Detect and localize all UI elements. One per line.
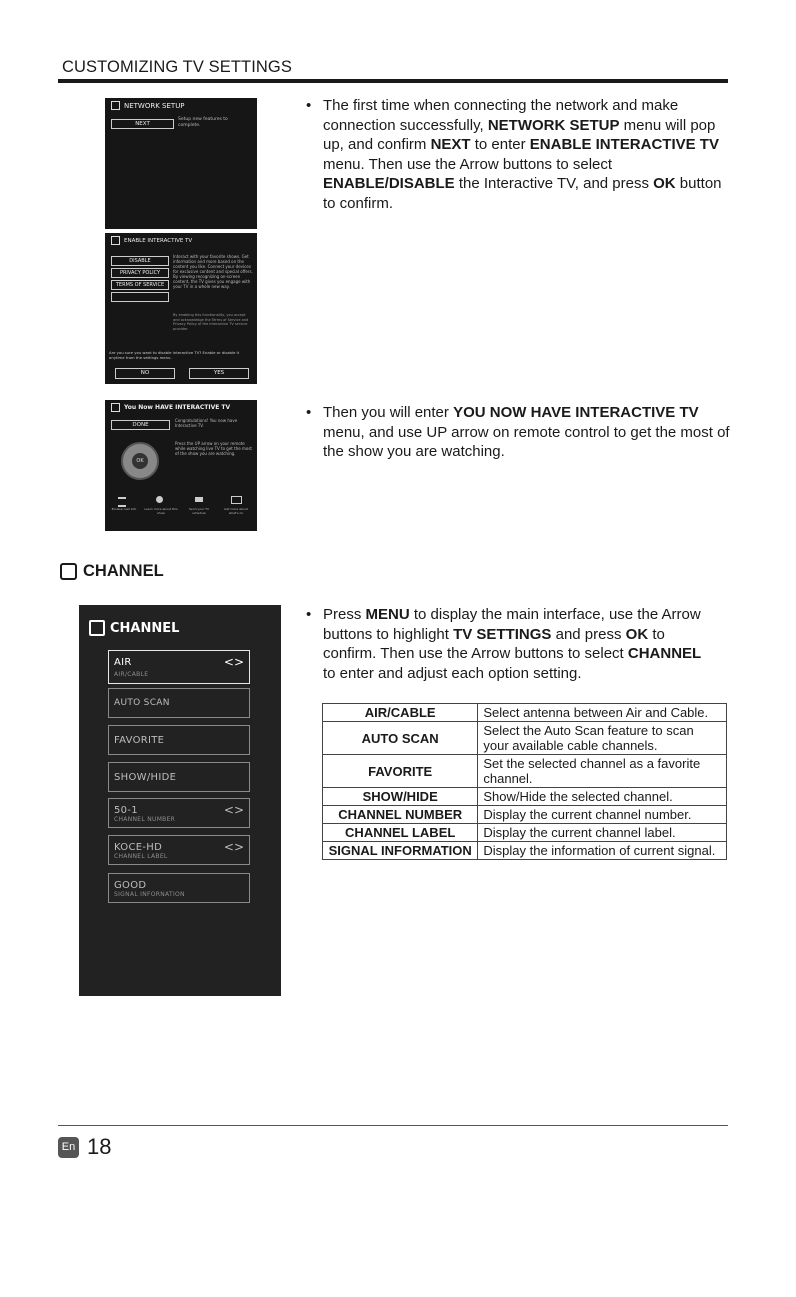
bullet-channel-menu: • Press MENU to display the main interface, use the Arrow buttons to highlight TV SETTINGS and press OK to confirm. Then use the Arrow buttons to select CHANNEL to enter and adjust each option setting. <box>306 606 702 682</box>
remote-dpad-icon <box>121 442 159 480</box>
table-row <box>323 788 727 806</box>
option-description: Display the current channel label. <box>478 824 727 842</box>
option-name: FAVORITE <box>323 755 478 788</box>
menu-item-channel-label: KOCE-HD CHANNEL LABEL <> <box>108 835 250 865</box>
interactive-desc-1: Congratulations! You now have Interactive TV. <box>175 418 238 428</box>
caption-3: Send your TV schedule <box>188 507 210 515</box>
bullet-interactive-tv: • Then you will enter YOU NOW HAVE INTERACTIVE TV menu, and use UP arrow on remote control to get the most of the show you are watching. <box>306 404 730 460</box>
option-name: CHANNEL NUMBER <box>323 806 478 824</box>
enable-desc: Interact with your favorite shows. Get information and more based on the content you like. Connect your devices for exclusive content and special offers. By viewing recognizing on-screen content, the TV gives you engage with your TV in a whole new way. <box>173 254 253 289</box>
enable-interactive-tv-screenshot <box>105 233 257 384</box>
menu-item-auto-scan: AUTO SCAN <box>108 688 250 718</box>
blank-button <box>111 292 169 302</box>
interactive-title: You Now HAVE INTERACTIVE TV <box>111 403 230 412</box>
option-description: Display the information of current signal. <box>478 842 727 860</box>
menu-item-show-hide: SHOW/HIDE <box>108 762 250 792</box>
bullet-dot: • <box>306 404 312 421</box>
terms-of-service-button: TERMS OF SERVICE <box>111 280 169 290</box>
option-name: SIGNAL INFORMATION <box>323 842 478 860</box>
done-button: DONE <box>111 420 170 430</box>
checkbox-icon <box>111 236 120 245</box>
menu-item-signal-information: GOOD SIGNAL INFORNATION <box>108 873 250 903</box>
table-row <box>323 824 727 842</box>
network-setup-title: NETWORK SETUP <box>111 101 185 110</box>
table-row <box>323 722 727 755</box>
option-name: SHOW/HIDE <box>323 788 478 806</box>
checkbox-icon <box>89 620 105 636</box>
bullet-network-setup: • The first time when connecting the network and make connection successfully, NETWORK SETUP menu will pop up, and confirm NEXT to enter ENABLE INTERACTIVE TV menu. Then use the Arrow buttons to select ENABLE/DISABLE the Interactive TV, and press OK button to confirm. <box>306 97 722 212</box>
screen-icon <box>231 496 242 504</box>
option-name: AUTO SCAN <box>323 722 478 755</box>
caption-2: Learn more about this show <box>144 507 178 515</box>
page-header: CUSTOMIZING TV SETTINGS <box>62 58 292 76</box>
enable-question: Are you sure you want to disable Interactive TV? Enable or disable it anytime from the settings menu. <box>109 350 240 360</box>
interactive-desc-2: Press the UP arrow on your remote while watching live TV to get the most of the show you are watching. <box>175 441 252 456</box>
checkbox-icon <box>60 563 77 580</box>
caption-4: Get more about what's on <box>224 507 248 515</box>
caption-1: Browse cast info <box>111 507 137 511</box>
no-button: NO <box>115 368 175 379</box>
channel-menu-title: CHANNEL <box>89 620 179 636</box>
left-right-arrows-icon: <> <box>223 840 244 854</box>
info-icon <box>156 496 163 503</box>
bullet-dot: • <box>306 606 312 623</box>
table-row <box>323 806 727 824</box>
table-row <box>323 755 727 788</box>
option-description: Set the selected channel as a favorite channel. <box>478 755 727 788</box>
privacy-policy-button: PRIVACY POLICY <box>111 268 169 278</box>
footer-rule <box>58 1125 728 1126</box>
network-setup-screenshot <box>105 98 257 229</box>
interactive-tv-screenshot <box>105 400 257 531</box>
option-description: Display the current channel number. <box>478 806 727 824</box>
menu-item-channel-number: 50-1 CHANNEL NUMBER <> <box>108 798 250 828</box>
disable-button: DISABLE <box>111 256 169 266</box>
channel-menu-screenshot <box>79 605 281 996</box>
checkbox-icon <box>111 403 120 412</box>
yes-button: YES <box>189 368 249 379</box>
enable-interactive-title: ENABLE INTERACTIVE TV <box>111 236 192 245</box>
option-description: Select antenna between Air and Cable. <box>478 704 727 722</box>
network-setup-desc: Setup new features to complete. <box>178 117 228 128</box>
next-button: NEXT <box>111 119 174 129</box>
table-row <box>323 842 727 860</box>
ok-button-icon: OK <box>132 453 148 469</box>
bullet-dot: • <box>306 97 312 114</box>
left-right-arrows-icon: <> <box>223 803 244 817</box>
page-number: 18 <box>87 1134 112 1159</box>
option-name: AIR/CABLE <box>323 704 478 722</box>
table-row <box>323 704 727 722</box>
option-description: Show/Hide the selected channel. <box>478 788 727 806</box>
checkbox-icon <box>111 101 120 110</box>
enable-fine-print: By enabling this functionality, you accept and acknowledge the Terms of Service and Privacy Policy of the interactive TV service provider. <box>173 313 249 331</box>
left-right-arrows-icon: <> <box>223 655 244 669</box>
header-rule <box>58 79 728 83</box>
menu-item-air-cable: AIR AIR/CABLE <> <box>108 650 250 684</box>
menu-item-favorite: FAVORITE <box>108 725 250 755</box>
option-description: Select the Auto Scan feature to scan your available cable channels. <box>478 722 727 755</box>
option-name: CHANNEL LABEL <box>323 824 478 842</box>
language-badge: En <box>58 1137 79 1158</box>
cast-icon <box>118 497 126 507</box>
channel-options-table <box>322 703 727 860</box>
schedule-icon <box>195 497 203 502</box>
section-title-channel: CHANNEL <box>60 562 164 581</box>
